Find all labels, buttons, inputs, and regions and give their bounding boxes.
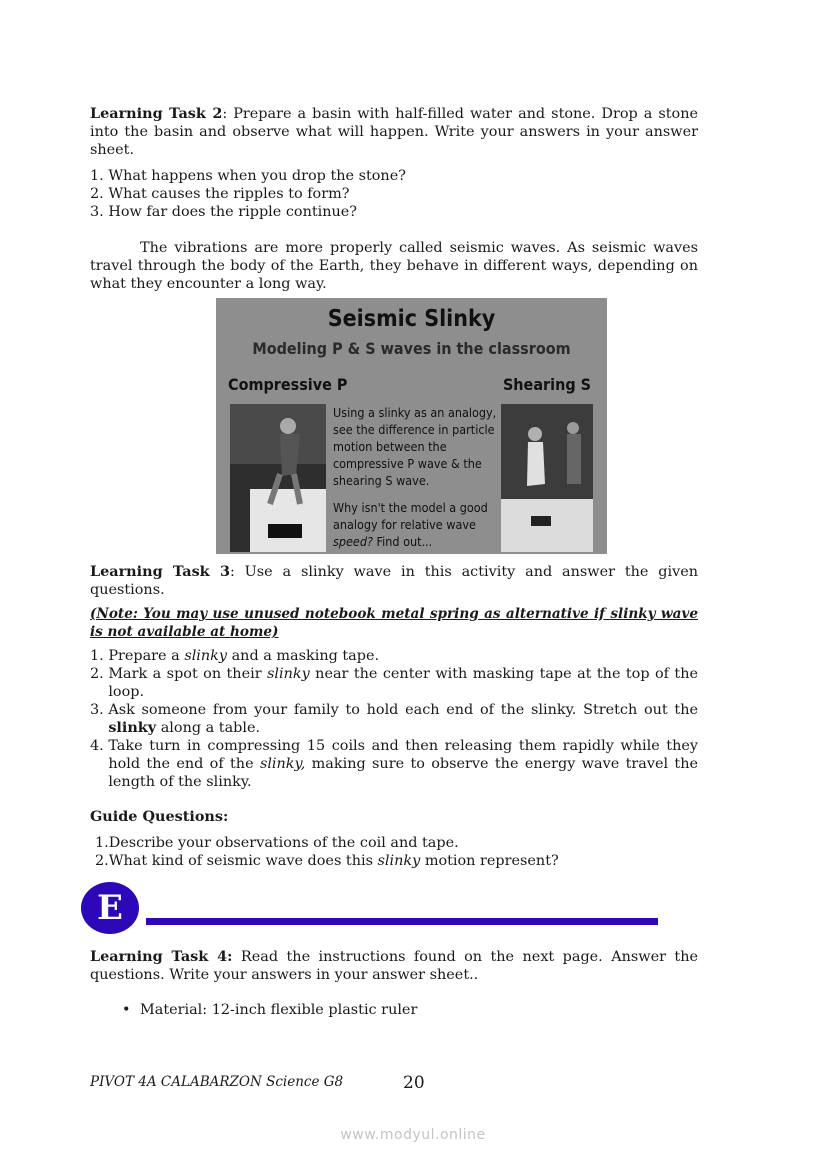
guide-questions-heading <box>90 808 698 826</box>
item-number: 2. <box>95 853 109 869</box>
step-text: Mark a spot on their <box>108 666 268 682</box>
step-text: Prepare a <box>108 648 185 664</box>
item-text: motion represent? <box>420 853 559 869</box>
bullet-text: Material: 12-inch flexible plastic ruler <box>140 1002 418 1018</box>
item-number: 2. <box>90 666 104 682</box>
item-text <box>108 647 698 665</box>
item-text: What causes the ripples to form? <box>108 186 350 202</box>
figure-text <box>333 404 503 550</box>
section-e-badge: E <box>81 882 139 934</box>
item-number: 3. <box>90 702 104 718</box>
task3-note: (Note: You may use unused notebook metal spring as alternative if slinky wave is not available at home) <box>90 606 698 640</box>
item-text: How far does the ripple continue? <box>108 204 358 220</box>
task3-paragraph <box>90 563 698 599</box>
task2-questions <box>90 167 698 221</box>
page-number: 20 <box>403 1073 425 1093</box>
list-item <box>90 203 698 221</box>
item-number: 2. <box>90 186 104 202</box>
list-item <box>95 834 695 852</box>
step-emphasis: slinky <box>267 666 310 682</box>
list-item <box>90 665 698 701</box>
figure-text-2-em: speed? <box>333 534 373 549</box>
list-item <box>90 167 698 185</box>
list-item <box>95 852 695 870</box>
task4-body: Read the instructions found on the next page. Answer the questions. Write your answers in your answer sheet.. <box>90 949 698 983</box>
item-number: 1. <box>90 648 104 664</box>
footer-title: PIVOT 4A CALABARZON Science G8 <box>90 1074 344 1090</box>
item-text: Describe your observations of the coil and tape. <box>108 835 459 851</box>
task2-paragraph <box>90 105 698 159</box>
figure-subtitle: Modeling P & S waves in the classroom <box>252 339 571 358</box>
item-emphasis: slinky <box>377 853 421 869</box>
figure-p-label: Compressive P <box>228 375 348 394</box>
task3-title: Learning Task 3 <box>90 563 230 580</box>
step-text: making sure to observe the energy wave travel the length of the slinky. <box>108 756 698 790</box>
step-text: along a table. <box>156 720 261 736</box>
list-item <box>90 647 698 665</box>
figure-text-1: Using a slinky as an analogy, see the difference in particle motion between the compressive P wave & the shearing S wave. <box>333 405 497 488</box>
figure-text-2a: Why isn't the model a good analogy for relative wave <box>333 500 488 532</box>
figure-text-2b: Find out... <box>372 534 433 549</box>
watermark: www.modyul.online <box>340 1127 486 1143</box>
step-text: and a masking tape. <box>227 648 380 664</box>
item-number: 4. <box>90 738 104 754</box>
list-item <box>90 701 698 737</box>
seismic-slinky-figure <box>216 298 607 554</box>
step-text: Ask someone from your family to hold each end of the slinky. Stretch out the <box>108 702 698 718</box>
item-text: What kind of seismic wave does this <box>108 853 378 869</box>
material-bullet <box>122 1001 417 1019</box>
step-text: near the center with masking tape at the top of the loop. <box>108 666 698 700</box>
list-item <box>90 737 698 791</box>
item-text <box>108 737 698 791</box>
item-number: 1. <box>95 835 109 851</box>
task4-title: Learning Task 4: <box>90 948 233 965</box>
seismic-paragraph: The vibrations are more properly called seismic waves. As seismic waves travel through the body of the Earth, they behave in different ways, depending on what they encounter a long way. <box>90 240 698 292</box>
bullet-icon: • <box>122 1002 131 1018</box>
list-item <box>90 185 698 203</box>
guide-questions <box>95 834 695 870</box>
step-emphasis: slinky <box>184 648 228 664</box>
item-text <box>108 665 698 701</box>
guide-title: Guide Questions: <box>90 808 229 825</box>
task2-body: : Prepare a basin with half-filled water and stone. Drop a stone into the basin and observe what will happen. Write your answers in your answer sheet. <box>90 106 698 158</box>
p-wave-photo <box>230 404 326 552</box>
item-number: 1. <box>90 168 104 184</box>
figure-title: Seismic Slinky <box>327 306 496 332</box>
item-text: What happens when you drop the stone? <box>108 168 406 184</box>
task2-title: Learning Task 2 <box>90 105 223 122</box>
task3-steps <box>90 647 698 791</box>
task4-paragraph <box>90 948 698 984</box>
item-number: 3. <box>90 204 104 220</box>
figure-text-2 <box>333 499 503 550</box>
s-wave-photo <box>501 404 593 552</box>
step-text: Take turn in compressing 15 coils and then releasing them rapidly while they hold the end of the <box>108 738 698 772</box>
step-bold: slinky <box>108 719 157 736</box>
section-divider <box>146 918 658 925</box>
task3-body: : Use a slinky wave in this activity and answer the given questions. <box>90 564 698 598</box>
figure-s-label: Shearing S <box>502 375 591 394</box>
step-emphasis: slinky, <box>259 756 306 772</box>
item-text <box>108 701 698 737</box>
